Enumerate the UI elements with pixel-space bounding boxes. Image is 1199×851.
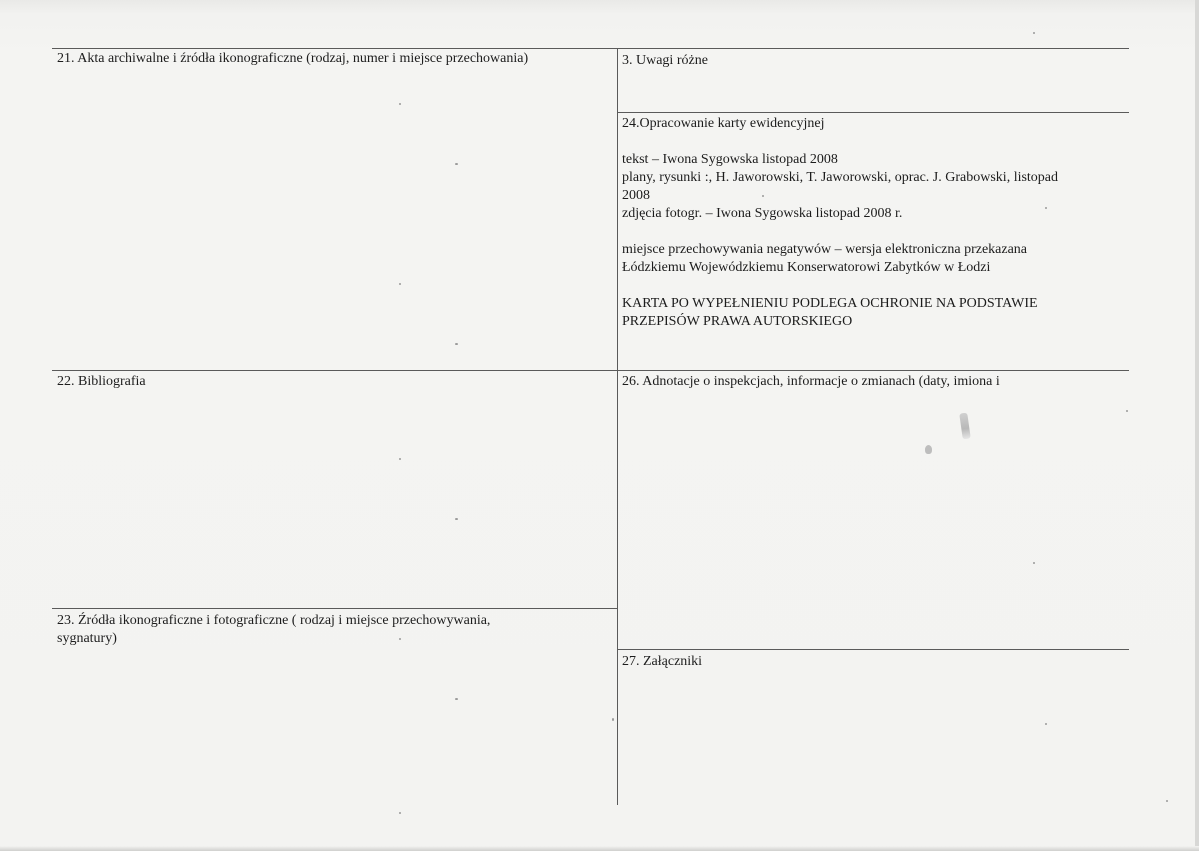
scan-speck (399, 283, 401, 285)
scan-speck (399, 458, 401, 460)
scan-speck (399, 638, 401, 640)
scan-speck (455, 163, 458, 165)
top-rule (52, 48, 1129, 49)
plans-line-2: 2008 (622, 188, 650, 203)
rule-above-section-24 (618, 112, 1129, 113)
section-21-label: 21. Akta archiwalne i źródła ikonograficzne (rodzaj, numer i miejsce przechowania) (57, 51, 529, 66)
scan-speck (1033, 32, 1035, 34)
copyright-notice-line-1: KARTA PO WYPEŁNIENIU PODLEGA OCHRONIE NA PODSTAWIE (622, 296, 1038, 311)
rule-above-section-27 (618, 649, 1129, 650)
section-23-label-line-2: sygnatury) (57, 631, 117, 646)
rule-above-section-22 (52, 370, 617, 371)
section-23-label-line-1: 23. Źródła ikonograficzne i fotograficzne ( rodzaj i miejsce przechowywania, (57, 613, 491, 628)
scan-edge-right (1195, 0, 1199, 851)
scan-speck (1045, 723, 1047, 725)
section-27-label: 27. Załączniki (622, 654, 703, 669)
scan-speck (399, 103, 401, 105)
plans-line-1: plany, rysunki :, H. Jaworowski, T. Jaworowski, oprac. J. Grabowski, listopad (622, 170, 1059, 185)
rule-above-section-26 (618, 370, 1129, 371)
scan-speck (399, 812, 401, 814)
scan-speck (1166, 800, 1168, 802)
section-22-label: 22. Bibliografia (57, 374, 146, 389)
scan-smudge (959, 413, 971, 440)
text-author-line: tekst – Iwona Sygowska listopad 2008 (622, 152, 838, 167)
scan-speck (762, 195, 764, 197)
center-divider (617, 48, 618, 805)
scan-speck (455, 518, 458, 520)
section-24-label: 24.Opracowanie karty ewidencyjnej (622, 116, 825, 131)
scan-speck (1126, 410, 1128, 412)
section-3-label: 3. Uwagi różne (622, 53, 708, 68)
section-23-label (57, 612, 613, 648)
scan-smudge-small (925, 445, 932, 454)
scan-speck (612, 718, 614, 721)
scan-speck (455, 343, 458, 345)
section-24-content (622, 151, 1122, 331)
scan-edge-bottom (0, 846, 1199, 851)
storage-line-2: Łódzkiemu Wojewódzkiemu Konserwatorowi Zabytków w Łodzi (622, 260, 991, 275)
rule-above-section-23 (52, 608, 617, 609)
photos-line: zdjęcia fotogr. – Iwona Sygowska listopad 2008 r. (622, 206, 903, 221)
scan-speck (1045, 207, 1047, 209)
scan-speck (455, 698, 458, 700)
section-26-label: 26. Adnotacje o inspekcjach, informacje o zmianach (daty, imiona i (622, 374, 1000, 389)
copyright-notice-line-2: PRZEPISÓW PRAWA AUTORSKIEGO (622, 314, 853, 329)
storage-line-1: miejsce przechowywania negatywów – wersja elektroniczna przekazana (622, 242, 1028, 257)
scan-speck (1033, 562, 1035, 564)
